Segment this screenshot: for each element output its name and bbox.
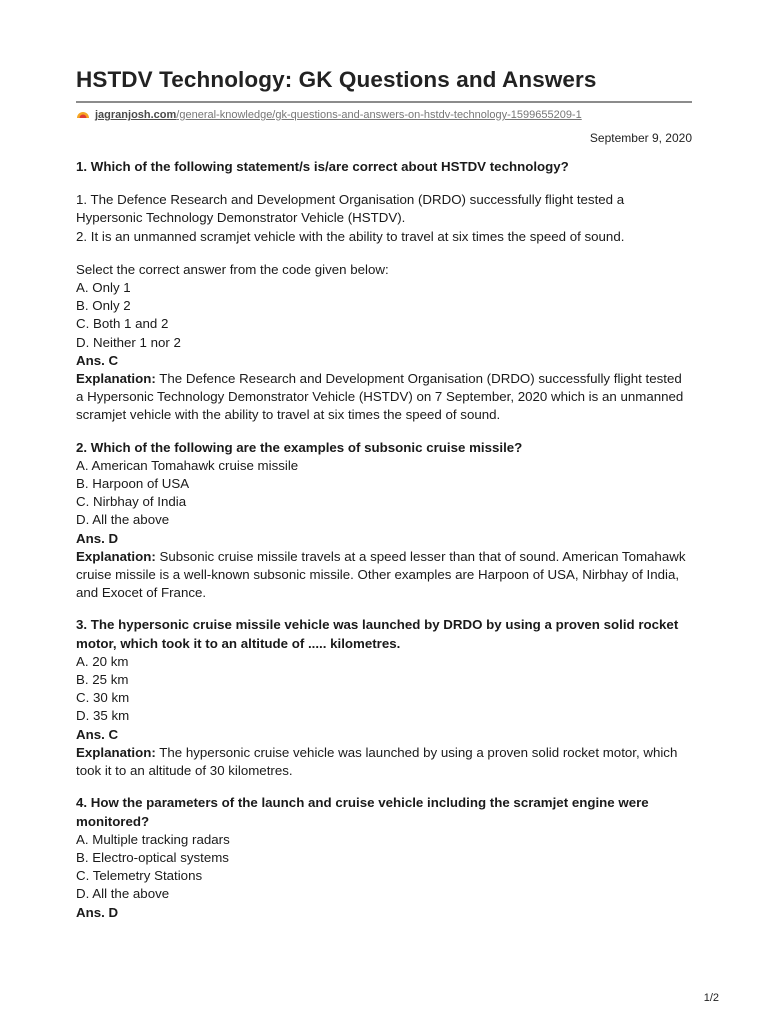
q1-answer: Ans. C (76, 352, 119, 368)
q1-option-b: B. Only 2 (76, 298, 131, 314)
q2-option-d: D. All the above (76, 512, 170, 528)
q3-explanation (76, 744, 692, 780)
q3-option-b: B. 25 km (76, 672, 129, 688)
q1-statement-2: 2. It is an unmanned scramjet vehicle with the ability to travel at six times the speed of sound. (76, 228, 625, 244)
q1-option-d: D. Neither 1 nor 2 (76, 334, 181, 350)
q3-answer: Ans. C (76, 726, 119, 742)
q4-option-b: B. Electro-optical systems (76, 849, 229, 865)
q2-option-b: B. Harpoon of USA (76, 476, 190, 492)
q1-option-c: C. Both 1 and 2 (76, 316, 169, 332)
source-path-link[interactable]: /general-knowledge/gk-questions-and-answers-on-hstdv-technology-1599655209-1 (176, 109, 582, 121)
q1-statement-1: 1. The Defence Research and Development Organisation (DRDO) successfully flight tested a Hypersonic Technology Demonstrator Vehicle (HSTDV). (76, 192, 625, 226)
q3-option-c: C. 30 km (76, 690, 130, 706)
question-4: 4. How the parameters of the launch and cruise vehicle including the scramjet engine were monitored? (76, 795, 649, 829)
page-title: HSTDV Technology: GK Questions and Answers (76, 67, 597, 92)
q1-explanation (76, 370, 692, 425)
q2-option-c: C. Nirbhay of India (76, 494, 187, 510)
q2-explanation-label: Explanation: (76, 548, 156, 564)
article-content (76, 158, 692, 922)
q2-answer: Ans. D (76, 530, 119, 546)
source-domain-link[interactable]: jagranjosh.com (95, 109, 177, 121)
q1-explanation-label: Explanation: (76, 371, 156, 387)
question-3: 3. The hypersonic cruise missile vehicle was launched by DRDO by using a proven solid rocket motor, which took it to an altitude of ..... kilometres. (76, 617, 679, 651)
title-divider (76, 101, 692, 103)
source-line (76, 108, 692, 122)
q3-option-a: A. 20 km (76, 653, 129, 669)
q4-option-d: D. All the above (76, 886, 170, 902)
q3-option-d: D. 35 km (76, 708, 130, 724)
q2-option-a: A. American Tomahawk cruise missile (76, 457, 299, 473)
publish-date: September 9, 2020 (589, 131, 692, 145)
q2-explanation (76, 548, 692, 603)
q4-answer: Ans. D (76, 904, 119, 920)
question-2: 2. Which of the following are the examples of subsonic cruise missile? (76, 439, 523, 455)
q3-explanation-label: Explanation: (76, 744, 156, 760)
q1-prompt: Select the correct answer from the code given below: (76, 261, 389, 277)
q4-option-c: C. Telemetry Stations (76, 868, 203, 884)
q3-explanation-text: The hypersonic cruise vehicle was launched by using a proven solid rocket motor, which took it to an altitude of 30 kilometres. (76, 744, 678, 779)
q1-explanation-text: The Defence Research and Development Organisation (DRDO) successfully flight tested a Hypersonic Technology Demonstrator Vehicle (HSTDV) on 7 September, 2020 which is an unmanned scramjet vehicle with the ability to travel at six times the speed of sound. (76, 371, 684, 423)
page-number: 1/2 (703, 992, 719, 1004)
q4-option-a: A. Multiple tracking radars (76, 831, 230, 847)
q1-option-a: A. Only 1 (76, 280, 131, 296)
q2-explanation-text: Subsonic cruise missile travels at a speed lesser than that of sound. American Tomahawk cruise missile is a well-known subsonic missile. Other examples are Harpoon of USA, Nirbhay of India, and Exocet of France. (76, 548, 686, 601)
document-page (76, 66, 692, 922)
question-1: 1. Which of the following statement/s is/are correct about HSTDV technology? (76, 159, 569, 174)
jagranjosh-logo-icon (76, 109, 90, 119)
